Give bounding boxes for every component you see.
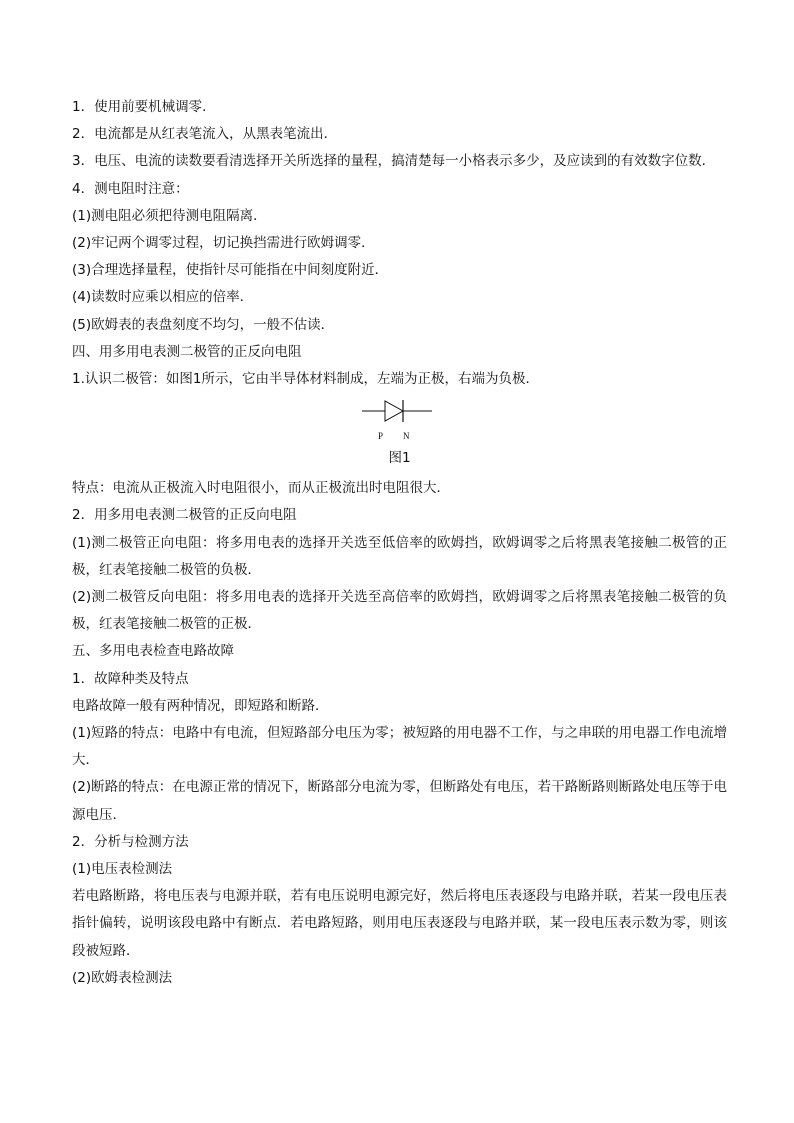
diode-figure [72, 393, 727, 475]
figure-caption: 图1 [388, 450, 411, 467]
text-line: 2．分析与检测方法 [72, 833, 189, 850]
text-line: 2．用多用电表测二极管的正反向电阻 [72, 507, 297, 524]
text-paragraph: (1)测二极管正向电阻：将多用电表的选择开关选至低倍率的欧姆挡，欧姆调零之后将黑表笔接触二极管的正极，红表笔接触二极管的负极． [72, 534, 727, 578]
document-page [72, 94, 727, 992]
text-line: 电路故障一般有两种情况，即短路和断路． [72, 697, 329, 714]
text-line: (1)测电阻必须把待测电阻隔离． [72, 207, 267, 224]
text-line: 特点：电流从正极流入时电阻很小，而从正极流出时电阻很大． [72, 480, 450, 497]
diode-label-n: N [403, 431, 410, 442]
text-paragraph: (2)测二极管反向电阻：将多用电表的选择开关选至高倍率的欧姆挡，欧姆调零之后将黑表笔接触二极管的负极，红表笔接触二极管的正极． [72, 589, 727, 633]
text-paragraph: 若电路断路，将电压表与电源并联，若有电压说明电源完好，然后将电压表逐段与电路并联，若某一段电压表指针偏转，说明该段电路中有断点．若电路短路，则用电压表逐段与电路并联，某一段电压表示数为零，则该段被短路． [72, 888, 727, 959]
text-line: 1．故障种类及特点 [72, 670, 189, 687]
diode-symbol-icon [362, 395, 432, 445]
text-paragraph: (1)短路的特点：电路中有电流，但短路部分电压为零；被短路的用电器不工作，与之串联的用电器工作电流增大． [72, 725, 727, 769]
section-heading: 五、多用电表检查电路故障 [72, 643, 234, 660]
section-heading: 四、用多用电表测二极管的正反向电阻 [72, 343, 302, 360]
text-line: (5)欧姆表的表盘刻度不均匀，一般不估读． [72, 316, 335, 333]
text-line: (2)牢记两个调零过程，切记换挡需进行欧姆调零． [72, 235, 375, 252]
diode-label-p: P [378, 431, 384, 442]
text-line: (3)合理选择量程，使指针尽可能指在中间刻度附近． [72, 262, 389, 279]
text-line: (4)读数时应乘以相应的倍率． [72, 289, 254, 306]
text-line: 2．电流都是从红表笔流入，从黑表笔流出． [72, 126, 338, 143]
text-paragraph: (2)断路的特点：在电源正常的情况下，断路部分电流为零，但断路处有电压，若干路断路则断路处电压等于电源电压． [72, 779, 727, 823]
text-line: 1.认识二极管：如图1所示，它由半导体材料制成，左端为正极，右端为负极． [72, 371, 539, 388]
text-line: (1)电压表检测法 [72, 861, 173, 878]
text-line: 4．测电阻时注意： [72, 180, 189, 197]
text-paragraph: 3．电压、电流的读数要看清选择开关所选择的量程，搞清楚每一小格表示多少，及应读到的有效数字位数． [72, 153, 716, 170]
text-line: (2)欧姆表检测法 [72, 969, 173, 986]
text-line: 1．使用前要机械调零． [72, 99, 216, 115]
